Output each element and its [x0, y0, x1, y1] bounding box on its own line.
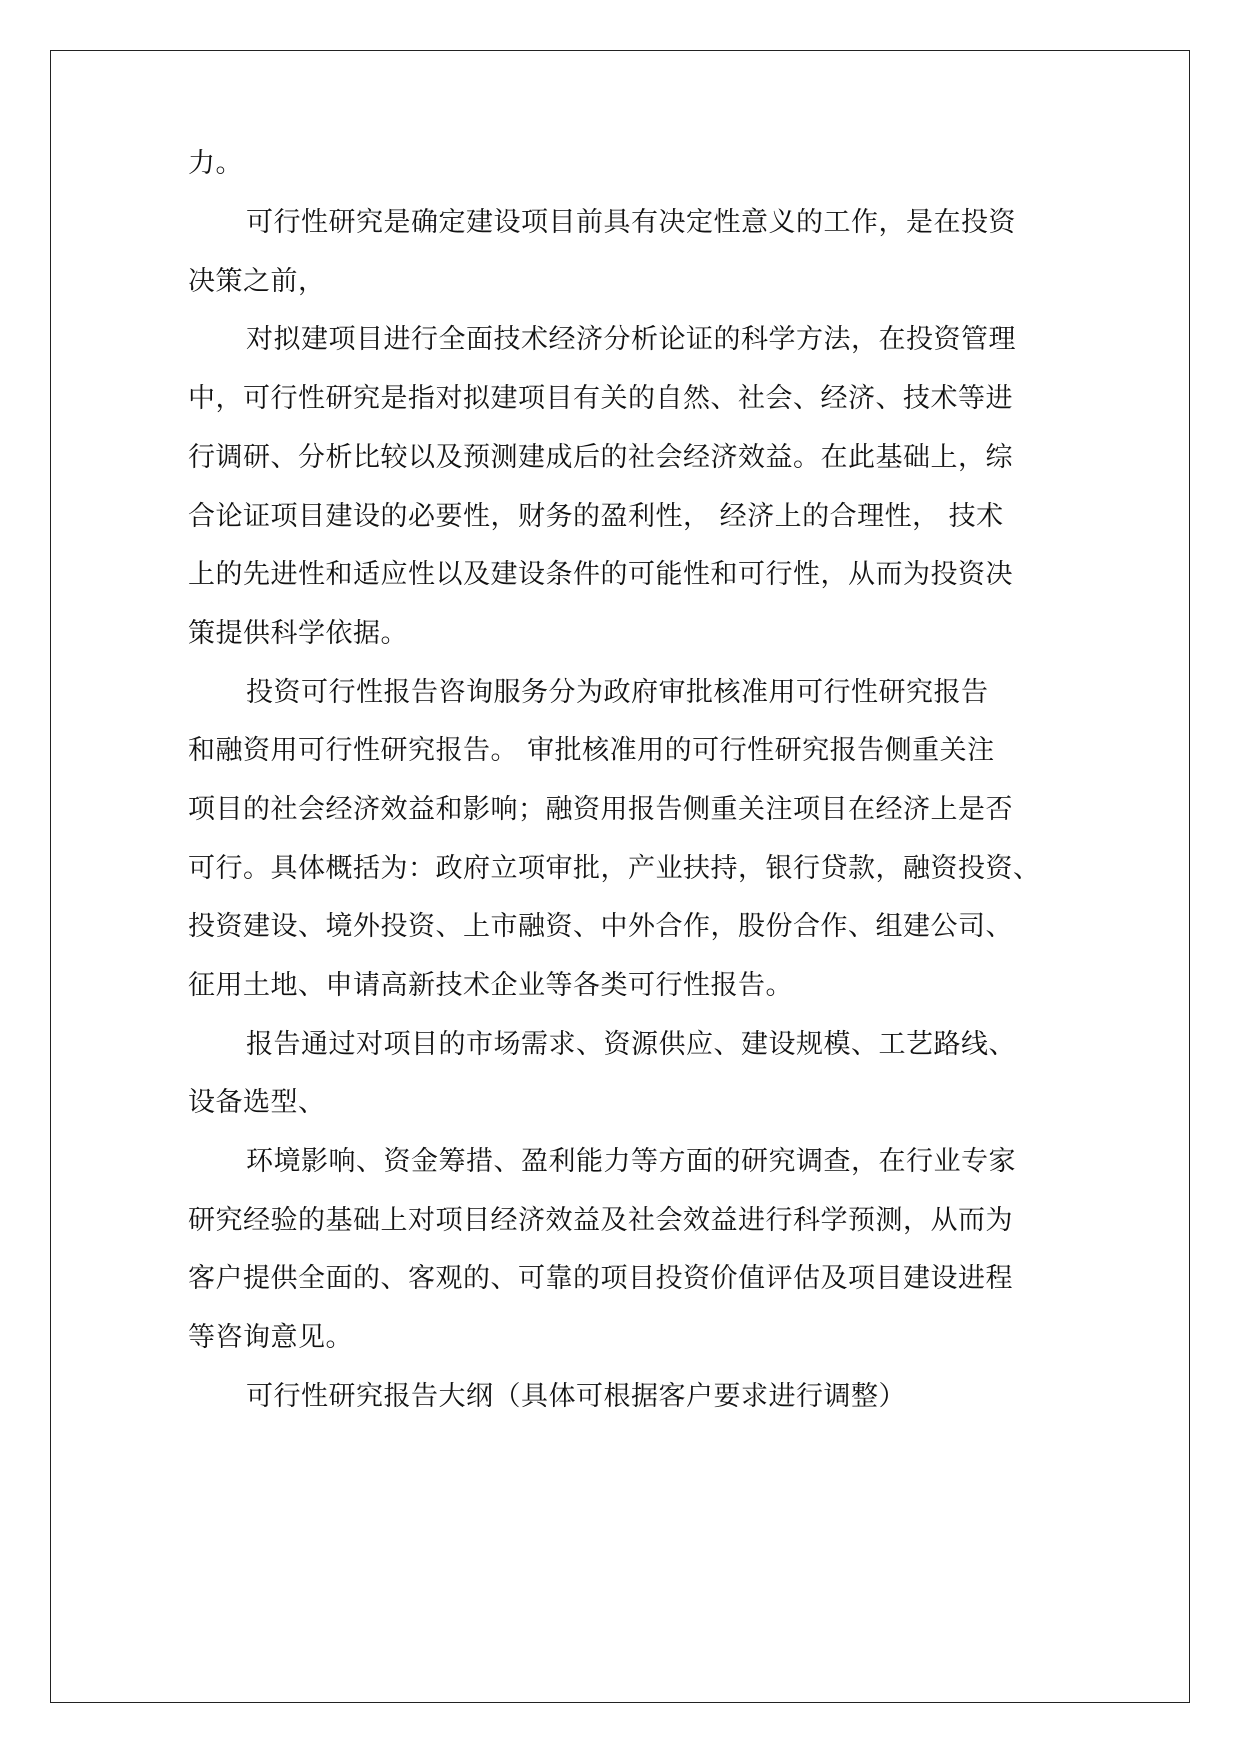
text-line: 对拟建项目进行全面技术经济分析论证的科学方法，在投资管理: [246, 324, 1016, 355]
text-line: 中，可行性研究是指对拟建项目有关的自然、社会、经济、技术等进: [188, 383, 1013, 414]
text-line: 环境影响、资金筹措、盈利能力等方面的研究调查，在行业专家: [246, 1146, 1016, 1177]
text-line: 研究经验的基础上对项目经济效益及社会效益进行科学预测，从而为: [188, 1205, 1013, 1236]
text-line: 和融资用可行性研究报告。 审批核准用的可行性研究报告侧重关注: [188, 735, 995, 766]
text-line: 设备选型、: [188, 1087, 326, 1118]
text-line: 等咨询意见。: [188, 1322, 353, 1353]
text-line: 客户提供全面的、客观的、可靠的项目投资价值评估及项目建设进程: [188, 1263, 1013, 1294]
text-line: 征用土地、申请高新技术企业等各类可行性报告。: [188, 970, 793, 1001]
text-line: 合论证项目建设的必要性，财务的盈利性， 经济上的合理性， 技术: [188, 501, 1004, 532]
text-line: 投资建设、境外投资、上市融资、中外合作，股份合作、组建公司、: [188, 911, 1013, 942]
text-line: 力。: [188, 148, 243, 179]
text-line: 行调研、分析比较以及预测建成后的社会经济效益。在此基础上，综: [188, 442, 1013, 473]
text-line: 可行性研究报告大纲（具体可根据客户要求进行调整）: [246, 1381, 906, 1412]
text-line: 投资可行性报告咨询服务分为政府审批核准用可行性研究报告: [246, 677, 989, 708]
text-line: 报告通过对项目的市场需求、资源供应、建设规模、工艺路线、: [246, 1029, 1016, 1060]
text-line: 策提供科学依据。: [188, 618, 408, 649]
text-line: 项目的社会经济效益和影响；融资用报告侧重关注项目在经济上是否: [188, 794, 1013, 825]
text-line: 可行。具体概括为：政府立项审批，产业扶持，银行贷款，融资投资、: [188, 853, 1041, 884]
text-line: 可行性研究是确定建设项目前具有决定性意义的工作，是在投资: [246, 207, 1016, 238]
text-line: 上的先进性和适应性以及建设条件的可能性和可行性，从而为投资决: [188, 559, 1013, 590]
text-line: 决策之前，: [188, 266, 326, 297]
